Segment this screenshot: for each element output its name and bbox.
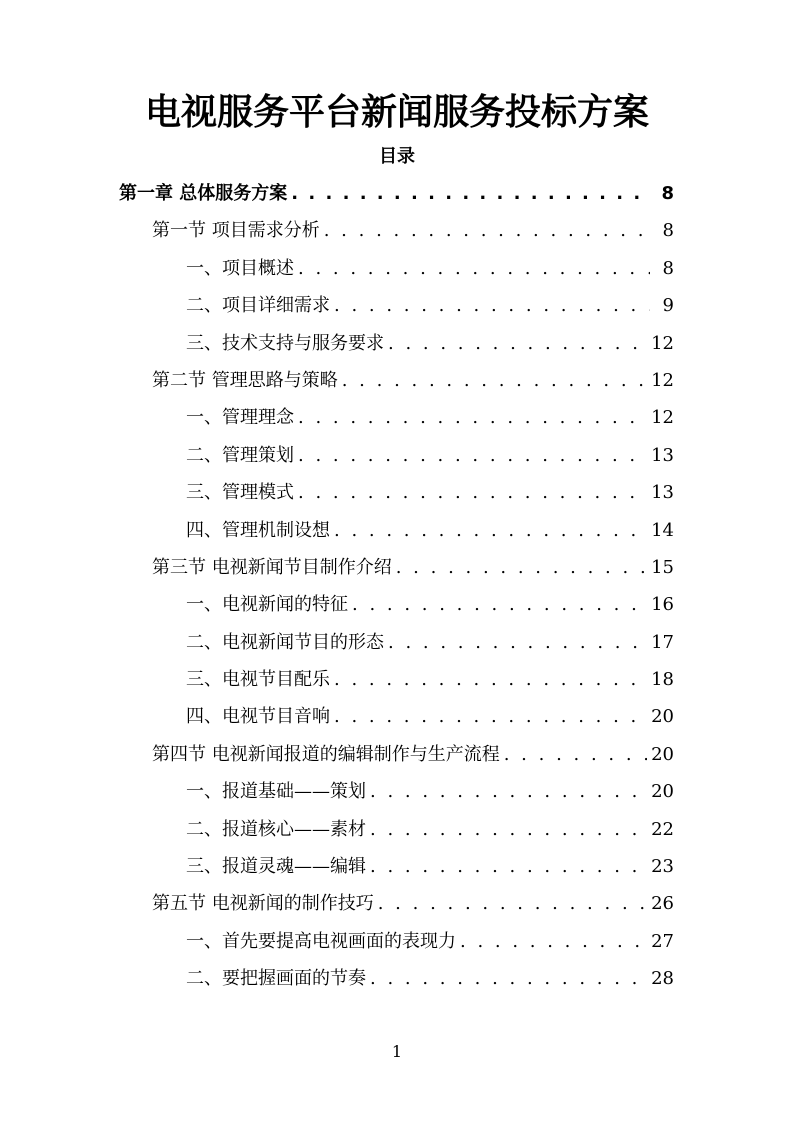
toc-entry-page: 8 — [662, 257, 674, 279]
toc-entry-label: 四、管理机制设想 — [186, 519, 330, 541]
toc-entry-label: 一、项目概述 — [186, 257, 294, 279]
toc-dot-leader — [291, 175, 650, 212]
toc-entry-label: 二、要把握画面的节奏 — [186, 968, 366, 990]
toc-dot-leader — [370, 773, 647, 810]
toc-entry-page: 23 — [651, 856, 674, 878]
toc-dot-leader — [334, 698, 647, 735]
toc-entry-page: 20 — [651, 743, 674, 765]
toc-entry-label: 二、报道核心——素材 — [186, 818, 366, 840]
toc-entry-label: 二、电视新闻节目的形态 — [186, 631, 384, 653]
toc-entry-page: 17 — [651, 631, 674, 653]
toc-dot-leader — [352, 586, 647, 623]
toc-entry[interactable] — [0, 212, 794, 249]
toc-entry-page: 27 — [651, 930, 674, 952]
toc-entry-label: 第一章 总体服务方案 — [119, 183, 288, 204]
toc-entry-label: 三、报道灵魂——编辑 — [186, 856, 366, 878]
toc-entry-page: 8 — [662, 220, 674, 242]
toc-entry[interactable] — [0, 624, 794, 661]
toc-dot-leader — [388, 325, 647, 362]
toc-entry-page: 14 — [651, 519, 674, 541]
toc-dot-leader — [334, 287, 650, 324]
toc-entry-page: 18 — [651, 669, 674, 691]
toc-entry-page: 8 — [661, 183, 674, 204]
toc-dot-leader — [396, 549, 647, 586]
toc-entry[interactable] — [0, 325, 794, 362]
toc-entry-label: 一、报道基础——策划 — [186, 781, 366, 803]
toc-dot-leader — [378, 885, 647, 922]
toc-entry-page: 13 — [651, 482, 674, 504]
toc-entry[interactable] — [0, 437, 794, 474]
toc-entry-label: 三、管理模式 — [186, 482, 294, 504]
toc-entry[interactable] — [0, 885, 794, 922]
toc-entry[interactable] — [0, 923, 794, 960]
toc-entry[interactable] — [0, 474, 794, 511]
toc-dot-leader — [388, 624, 647, 661]
toc-dot-leader — [298, 474, 647, 511]
toc-entry-label: 二、管理策划 — [186, 444, 294, 466]
toc-entry-page: 20 — [651, 706, 674, 728]
toc-entry[interactable] — [0, 773, 794, 810]
toc-entry[interactable] — [0, 549, 794, 586]
toc-entry[interactable] — [0, 399, 794, 436]
toc-entry-label: 一、管理理念 — [186, 407, 294, 429]
toc-entry[interactable] — [0, 250, 794, 287]
toc-dot-leader — [298, 399, 647, 436]
toc-entry-page: 12 — [651, 369, 674, 391]
toc-entry-page: 16 — [651, 594, 674, 616]
toc-entry-page: 22 — [651, 818, 674, 840]
toc-dot-leader — [334, 661, 647, 698]
toc-entry[interactable] — [0, 848, 794, 885]
toc-dot-leader — [504, 736, 647, 773]
page-number: 1 — [391, 1042, 403, 1061]
toc-entry[interactable] — [0, 736, 794, 773]
toc-entry[interactable] — [0, 698, 794, 735]
toc-entry[interactable] — [0, 661, 794, 698]
toc-entry[interactable] — [0, 175, 794, 212]
toc-entry-label: 一、首先要提高电视画面的表现力 — [186, 930, 456, 952]
toc-heading: 目录 — [379, 146, 415, 167]
toc-entry-label: 第四节 电视新闻报道的编辑制作与生产流程 — [152, 743, 500, 765]
toc-dot-leader — [370, 848, 647, 885]
toc-entry-label: 一、电视新闻的特征 — [186, 594, 348, 616]
toc-entry[interactable] — [0, 362, 794, 399]
toc-entry[interactable] — [0, 512, 794, 549]
toc-entry-label: 第三节 电视新闻节目制作介绍 — [152, 556, 392, 578]
toc-entry-label: 四、电视节目音响 — [186, 706, 330, 728]
toc-entry-page: 9 — [662, 295, 674, 317]
toc-dot-leader — [298, 250, 650, 287]
toc-entry-label: 三、技术支持与服务要求 — [186, 332, 384, 354]
toc-entry-page: 15 — [651, 556, 674, 578]
toc-entry[interactable] — [0, 287, 794, 324]
toc-entry-label: 三、电视节目配乐 — [186, 669, 330, 691]
toc-dot-leader — [324, 212, 650, 249]
toc-dot-leader — [334, 512, 647, 549]
toc-entry-page: 12 — [651, 407, 674, 429]
toc-dot-leader — [298, 437, 647, 474]
toc-entry-page: 26 — [651, 893, 674, 915]
toc-entry[interactable] — [0, 586, 794, 623]
toc-dot-leader — [342, 362, 647, 399]
toc-entry-label: 第二节 管理思路与策略 — [152, 369, 338, 391]
toc-entry-page: 20 — [651, 781, 674, 803]
table-of-contents — [0, 175, 794, 998]
toc-dot-leader — [370, 960, 647, 997]
toc-entry-page: 28 — [651, 968, 674, 990]
toc-entry-label: 第一节 项目需求分析 — [152, 220, 320, 242]
toc-entry-label: 二、项目详细需求 — [186, 295, 330, 317]
toc-dot-leader — [460, 923, 647, 960]
toc-entry-page: 13 — [651, 444, 674, 466]
toc-entry[interactable] — [0, 960, 794, 997]
toc-entry-page: 12 — [651, 332, 674, 354]
toc-dot-leader — [370, 811, 647, 848]
toc-entry-label: 第五节 电视新闻的制作技巧 — [152, 893, 374, 915]
document-title: 电视服务平台新闻服务投标方案 — [144, 92, 649, 133]
toc-entry[interactable] — [0, 811, 794, 848]
